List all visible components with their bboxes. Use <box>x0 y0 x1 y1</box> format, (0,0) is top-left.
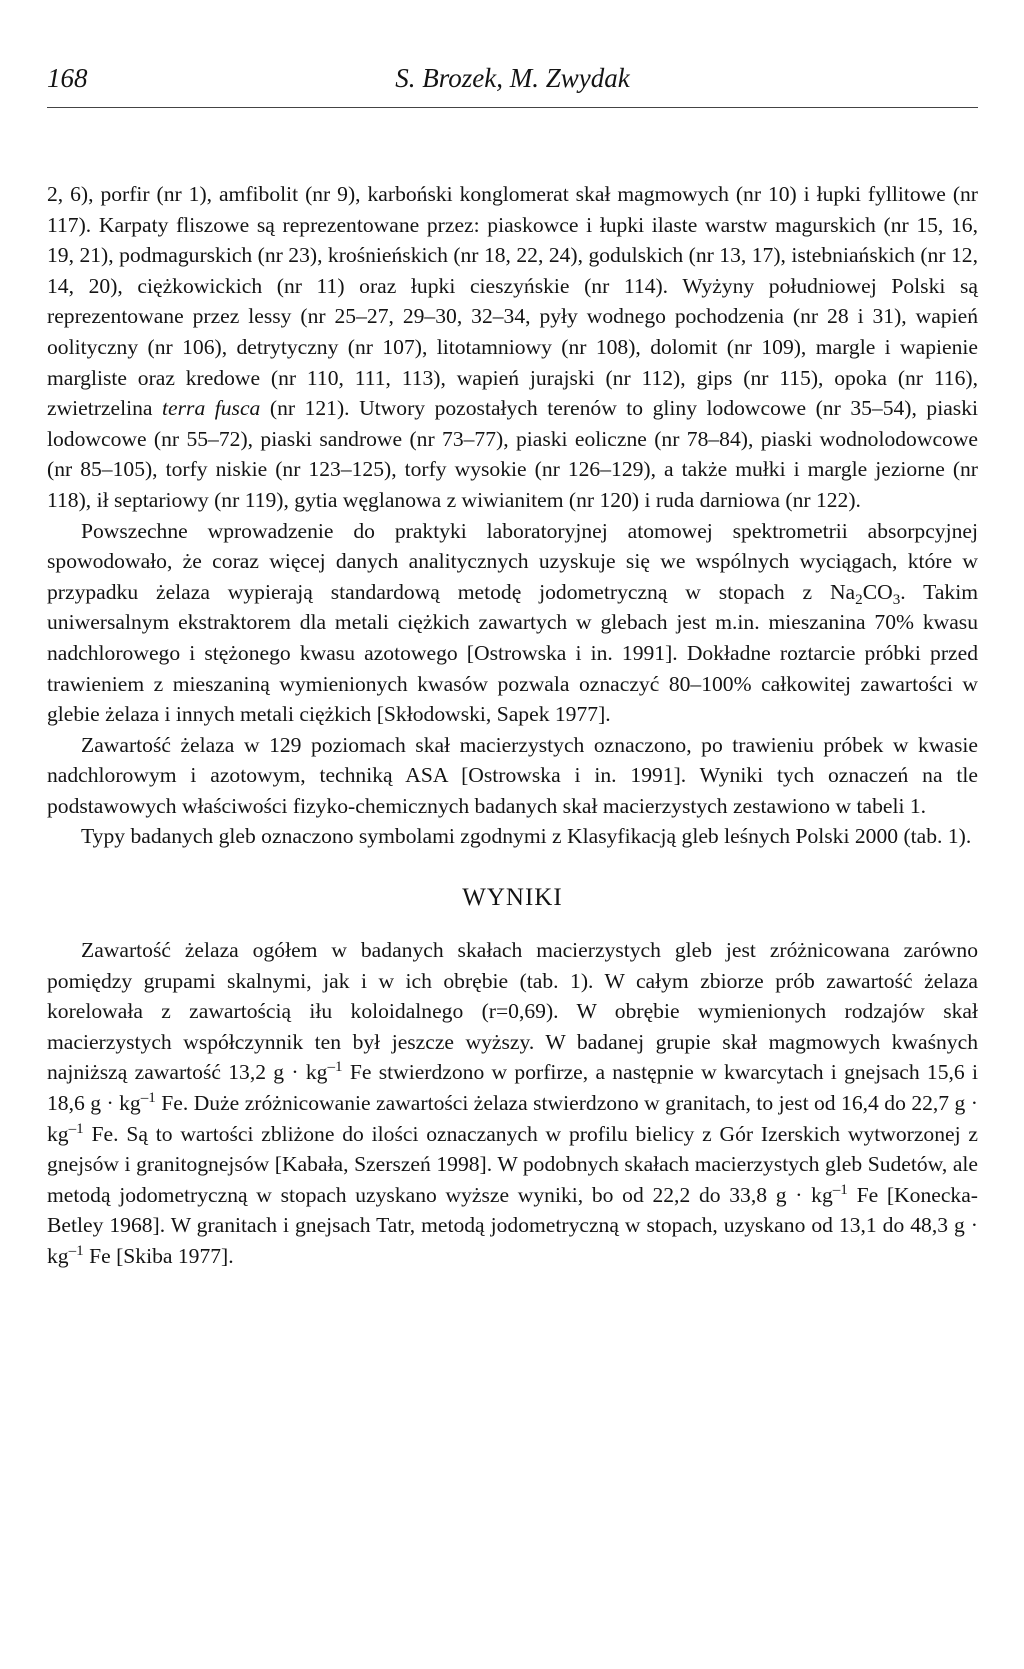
paragraph-5: Zawartość żelaza ogółem w badanych skałach macierzystych gleb jest zróżnicowana zarówno pomiędzy grupami skalnymi, jak i w ich obrębie (tab. 1). W całym zbiorze prób zawartość żelaza korelowała z zawartością iłu koloidalnego (r=0,69). W obrębie wymienionych rodzajów skał macierzystych współczynnik ten był jeszcze wyższy. W badanej grupie skał magmowych kwaśnych najniższą zawartość 13,2 $g \cdot kg^{-1}$ Fe stwierdzono w porfirze, a następnie w kwarcytach i gnejsach 15,6 i 18,6 $g \cdot kg^{-1}$ Fe. Duże zróżnicowanie zawartości żelaza stwierdzono w granitach, to jest od 16,4 do 22,7 $g \cdot kg^{-1}$ Fe. Są to wartości zbliżone do ilości oznaczanych w profilu bielicy z Gór Izerskich wytworzonej z gnejsów i granitognejsów [Kabała, Szerszeń 1998]. W podobnych skałach macierzystych gleb Sudetów, ale metodą jodometryczną w stopach uzyskano wyższe wyniki, bo od 22,2 do 33,8 $g \cdot kg^{-1}$ Fe [Konecka-Betley 1968]. W granitach i gnejsach Tatr, metodą jodometryczną w stopach, uzyskano od 13,1 do 48,3 $g \cdot kg^{-1}$ Fe [Skiba 1977]. <box>47 938 978 1268</box>
body-text <box>47 179 978 1272</box>
header-rule <box>47 107 978 108</box>
running-header <box>47 58 978 98</box>
document-page <box>47 58 978 1268</box>
paragraph-4: Typy badanych gleb oznaczono symbolami zgodnymi z Klasyfikacją gleb leśnych Polski 2000 (tab. 1). <box>81 824 972 849</box>
page-number: 168 <box>47 63 88 93</box>
paragraph-1: 2, 6), porfir (nr 1), amfibolit (nr 9), karboński konglomerat skał magmowych (nr 10) i łupki fyllitowe (nr 117). Karpaty fliszowe są reprezentowane przez: piaskowce i łupki ilaste warstw magurskich (nr 15, 16, 19, 21), podmagurskich (nr 23), krośnieńskich (nr 18, 22, 24), godulskich (nr 13, 17), istebniańskich (nr 12, 14, 20), ciężkowickich (nr 11) oraz łupki cieszyńskie (nr 114). Wyżyny południowej Polski są reprezentowane przez lessy (nr 25–27, 29–30, 32–34, pyły wodnego pochodzenia (nr 28 i 31), wapień oolityczny (nr 106), detrytyczny (nr 107), litotamniowy (nr 108), dolomit (nr 109), margle i wapienie margliste oraz kredowe (nr 110, 111, 113), wapień jurajski (nr 112), gips (nr 115), opoka (nr 116), zwietrzelina terra fusca (nr 121). Utwory pozostałych terenów to gliny lodowcowe (nr 35–54), piaski lodowcowe (nr 55–72), piaski sandrowe (nr 73–77), piaski eoliczne (nr 78–84), piaski wodnolodowcowe (nr 85–105), torfy niskie (nr 123–125), torfy wysokie (nr 126–129), a także mułki i margle jeziorne (nr 118), ił septariowy (nr 119), gytia węglanowa z wiwianitem (nr 120) i ruda darniowa (nr 122). <box>47 182 978 512</box>
paragraph-3: Zawartość żelaza w 129 poziomach skał macierzystych oznaczono, po trawieniu próbek w kwasie nadchlorowym i azotowym, techniką ASA [Ostrowska i in. 1991]. Wyniki tych oznaczeń na tle podstawowych właściwości fizyko-chemicznych badanych skał macierzystych zestawiono w tabeli 1. <box>47 732 978 818</box>
latin-term: terra fusca <box>162 396 261 421</box>
paragraph-2: Powszechne wprowadzenie do praktyki laboratoryjnej atomowej spektrometrii absorpcyjnej spowodowało, że coraz więcej danych analitycznych uzyskuje się we wspólnych wyciągach, które w przypadku żelaza wypierają standardową metodę jodometryczną w stopach z $Na_2CO_3$. Takim uniwersalnym ekstraktorem dla metali ciężkich zawartych w glebach jest m.in. mieszanina 70% kwasu nadchlorowego i stężonego kwasu azotowego [Ostrowska i in. 1991]. Dokładne roztarcie próbki przed trawieniem z mieszaniną wymienionych kwasów pozwala oznaczyć 80–100% całkowitej zawartości w glebie żelaza i innych metali ciężkich [Skłodowski, Sapek 1977]. <box>47 518 978 727</box>
running-header-authors: S. Brozek, M. Zwydak <box>395 63 630 93</box>
section-heading: WYNIKI <box>462 884 563 912</box>
